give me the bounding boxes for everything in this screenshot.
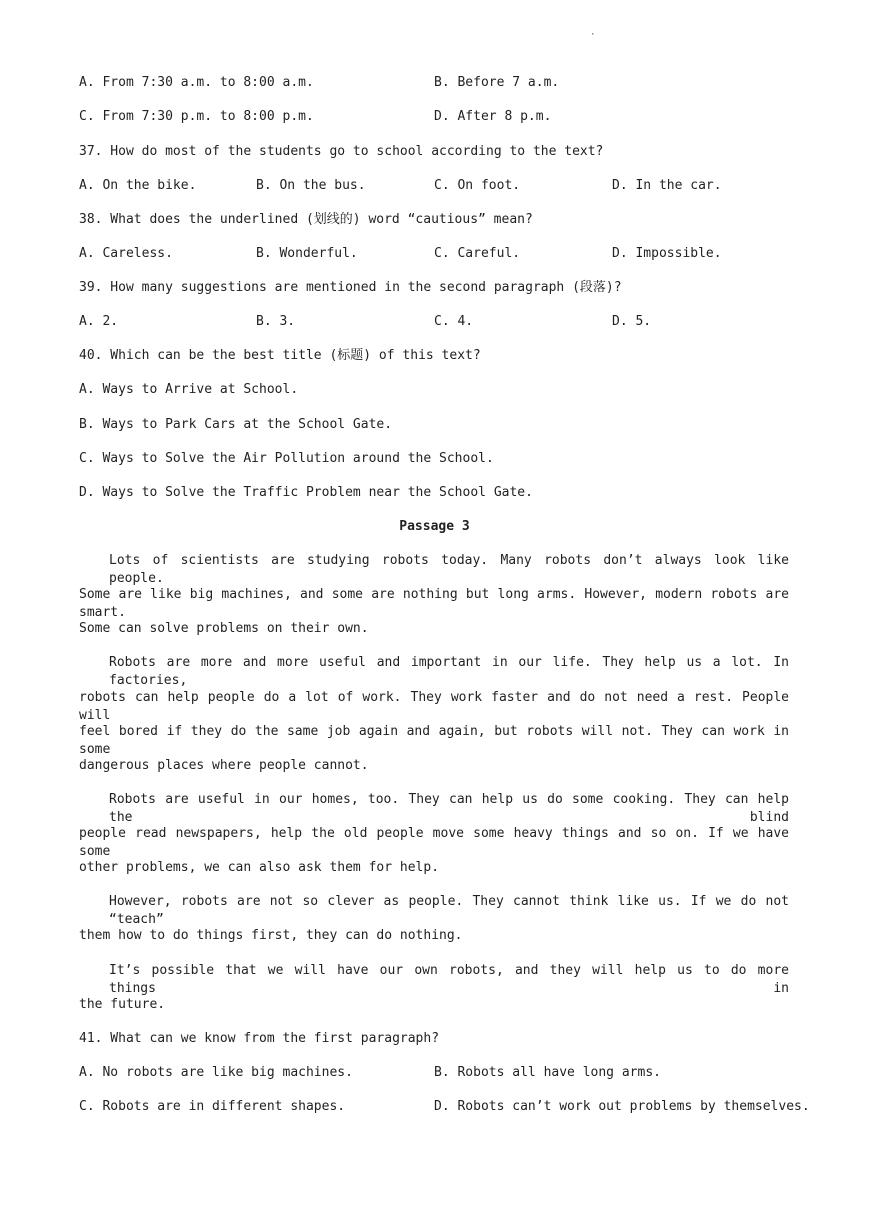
- q36-option-b: B. Before 7 a.m.: [434, 75, 560, 90]
- q40-stem: 40. Which can be the best title (标题) of this text?: [79, 348, 481, 363]
- passage-p5-line: It’s possible that we will have our own robots, and they will help us to do more things in: [109, 963, 789, 996]
- q36-option-d: D. After 8 p.m.: [434, 109, 552, 124]
- passage-p2-line: robots can help people do a lot of work. They work faster and do not need a rest. People will: [79, 690, 789, 723]
- q37-option-c: C. On foot.: [434, 178, 521, 193]
- q40-option-d: D. Ways to Solve the Traffic Problem near the School Gate.: [79, 485, 533, 500]
- q40-option-a: A. Ways to Arrive at School.: [79, 382, 299, 397]
- passage-p1-line: Lots of scientists are studying robots today. Many robots don’t always look like people.: [109, 553, 789, 586]
- passage-p4-line: However, robots are not so clever as people. They cannot think like us. If we do not “teach”: [109, 894, 789, 927]
- passage-title: Passage 3: [399, 519, 470, 534]
- q40-option-c: C. Ways to Solve the Air Pollution around the School.: [79, 451, 494, 466]
- q38-option-a: A. Careless.: [79, 246, 173, 261]
- q37-option-a: A. On the bike.: [79, 178, 197, 193]
- q40-option-b: B. Ways to Park Cars at the School Gate.: [79, 417, 393, 432]
- passage-p1-line: Some are like big machines, and some are nothing but long arms. However, modern robots are smart.: [79, 587, 789, 620]
- passage-p3-line: other problems, we can also ask them for help.: [79, 860, 440, 875]
- q39-option-d: D. 5.: [612, 314, 652, 329]
- passage-p2-line: Robots are more and more useful and important in our life. They help us a lot. In factories,: [109, 655, 789, 688]
- q38-option-d: D. Impossible.: [612, 246, 722, 261]
- q39-option-b: B. 3.: [256, 314, 296, 329]
- q37-stem: 37. How do most of the students go to school according to the text?: [79, 144, 604, 159]
- q38-option-c: C. Careful.: [434, 246, 521, 261]
- q37-option-b: B. On the bus.: [256, 178, 366, 193]
- q39-option-c: C. 4.: [434, 314, 474, 329]
- q37-option-d: D. In the car.: [612, 178, 722, 193]
- q41-option-d: D. Robots can’t work out problems by themselves.: [434, 1099, 810, 1114]
- q41-option-c: C. Robots are in different shapes.: [79, 1099, 346, 1114]
- q41-stem: 41. What can we know from the first paragraph?: [79, 1031, 440, 1046]
- q38-option-b: B. Wonderful.: [256, 246, 358, 261]
- passage-p2-line: feel bored if they do the same job again and again, but robots will not. They can work in some: [79, 724, 789, 757]
- passage-p4-line: them how to do things first, they can do nothing.: [79, 928, 463, 943]
- q41-option-b: B. Robots all have long arms.: [434, 1065, 661, 1080]
- q39-stem: 39. How many suggestions are mentioned in the second paragraph (段落)?: [79, 280, 622, 295]
- passage-p2-line: dangerous places where people cannot.: [79, 758, 369, 773]
- passage-p3-line: Robots are useful in our homes, too. They can help us do some cooking. They can help the blind: [109, 792, 789, 825]
- q38-stem: 38. What does the underlined (划线的) word “cautious” mean?: [79, 212, 533, 227]
- q36-option-a: A. From 7:30 a.m. to 8:00 a.m.: [79, 75, 314, 90]
- passage-p3-line: people read newspapers, help the old people move some heavy things and so on. If we have some: [79, 826, 789, 859]
- q36-option-c: C. From 7:30 p.m. to 8:00 p.m.: [79, 109, 314, 124]
- passage-p1-line: Some can solve problems on their own.: [79, 621, 369, 636]
- page-mark: ·: [590, 30, 596, 40]
- q41-option-a: A. No robots are like big machines.: [79, 1065, 353, 1080]
- q39-option-a: A. 2.: [79, 314, 119, 329]
- passage-p5-line: the future.: [79, 997, 166, 1012]
